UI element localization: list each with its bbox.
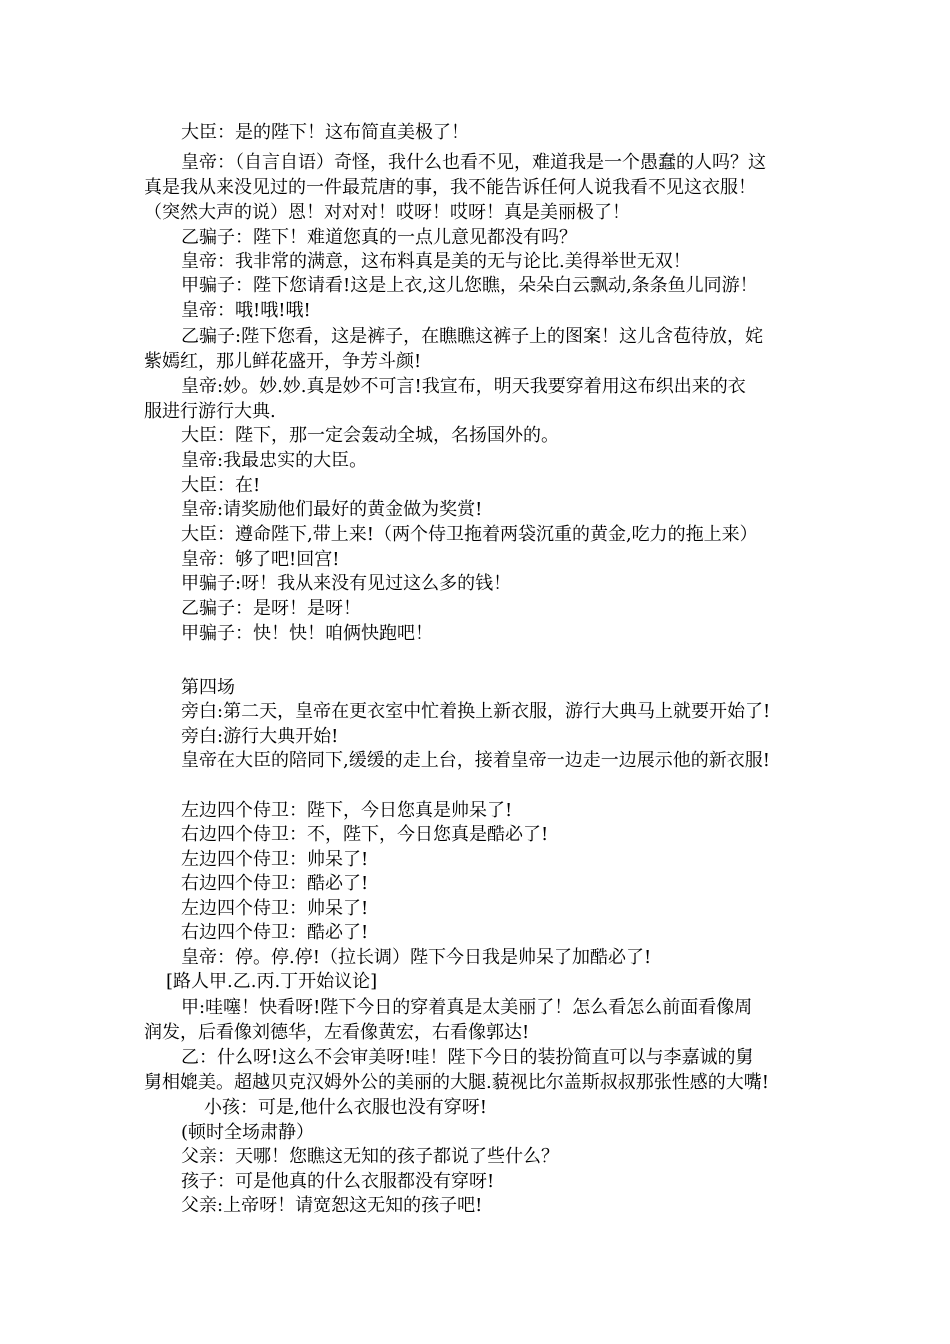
text-line: 皇帝在大臣的陪同下,缓缓的走上台，接着皇帝一边走一边展示他的新衣服! (181, 750, 770, 771)
text-line: 皇帝：我非常的满意，这布料真是美的无与论比.美得举世无双！ (181, 251, 691, 272)
text-line: 皇帝：停。停.停!（拉长调）陛下今日我是帅呆了加酷必了! (181, 947, 652, 968)
stage-direction: [路人甲.乙.丙.丁开始议论] (166, 971, 378, 992)
text-line: 孩子：可是他真的什么衣服都没有穿呀! (181, 1171, 495, 1192)
text-line: （突然大声的说）恩！对对对！哎呀！哎呀！真是美丽极了！ (144, 202, 630, 223)
text-line: 乙骗子:陛下您看，这是裤子，在瞧瞧这裤子上的图案！这儿含苞待放，姹 (181, 326, 764, 347)
text-line: 乙骗子：是呀！是呀！ (181, 598, 361, 619)
text-line: 乙：什么呀!这么不会审美呀!哇！陛下今日的装扮简直可以与李嘉诚的舅 (181, 1047, 754, 1068)
text-line: 旁白:第二天，皇帝在更衣室中忙着换上新衣服，游行大典马上就要开始了! (181, 701, 771, 722)
text-line: 舅相媲美。超越贝克汉姆外公的美丽的大腿.藐视比尔盖斯叔叔那张性感的大嘴! (144, 1072, 769, 1093)
text-line: 皇帝：哦!哦!哦! (181, 300, 311, 321)
text-line: 甲骗子:呀！我从来没有见过这么多的钱！ (181, 573, 512, 594)
text-line: 甲骗子：陛下您请看!这是上衣,这儿您瞧，朵朵白云飘动,条条鱼儿同游！ (181, 275, 758, 296)
text-line: 皇帝:请奖励他们最好的黄金做为奖赏! (181, 499, 483, 520)
text-line: 乙骗子：陛下！难道您真的一点儿意见都没有吗？ (181, 227, 577, 248)
text-line: 大臣：陛下，那一定会轰动全城，名扬国外的。 (181, 425, 559, 446)
text-line: 甲:哇噻！快看呀!陛下今日的穿着真是太美丽了！怎么看怎么前面看像周 (181, 997, 753, 1018)
text-line: 大臣：在! (181, 475, 261, 496)
text-line: 紫嫣红，那儿鲜花盛开，争芳斗颜! (144, 351, 422, 372)
text-line: 皇帝:妙。妙.妙.真是妙不可言!我宣布，明天我要穿着用这布织出来的衣 (181, 376, 746, 397)
text-line: 皇帝：（自言自语）奇怪，我什么也看不见，难道我是一个愚蠢的人吗？这 (181, 152, 766, 173)
scene-heading: 第四场 (181, 677, 235, 698)
stage-direction: (顿时全场肃静） (181, 1122, 315, 1143)
text-line: 大臣：遵命陛下,带上来!（两个侍卫拖着两袋沉重的黄金,吃力的拖上来） (181, 524, 758, 545)
text-line: 皇帝:我最忠实的大臣。 (181, 450, 368, 471)
text-line: 右边四个侍卫：不，陛下，今日您真是酷必了! (181, 824, 549, 845)
text-line: 父亲：天哪！您瞧这无知的孩子都说了些什么？ (181, 1146, 559, 1167)
text-line: 大臣：是的陛下！这布简直美极了！ (181, 122, 469, 143)
text-line: 左边四个侍卫：陛下，今日您真是帅呆了! (181, 800, 513, 821)
text-line: 小孩：可是,他什么衣服也没有穿呀! (204, 1097, 487, 1118)
text-line: 皇帝：够了吧!回宫! (181, 549, 340, 570)
text-line: 旁白:游行大典开始! (181, 726, 339, 747)
text-line: 父亲:上帝呀！请宽恕这无知的孩子吧! (181, 1195, 483, 1216)
text-line: 润发，后看像刘德华，左看像黄宏，右看像郭达! (144, 1022, 530, 1043)
text-line: 右边四个侍卫：酷必了! (181, 922, 369, 943)
text-line: 甲骗子：快！快！咱俩快跑吧！ (181, 623, 433, 644)
text-line: 服进行游行大典. (144, 401, 276, 422)
text-line: 右边四个侍卫：酷必了! (181, 873, 369, 894)
text-line: 左边四个侍卫：帅呆了! (181, 849, 369, 870)
text-line: 真是我从来没见过的一件最荒唐的事，我不能告诉任何人说我看不见这衣服！ (144, 177, 756, 198)
text-line: 左边四个侍卫：帅呆了! (181, 898, 369, 919)
